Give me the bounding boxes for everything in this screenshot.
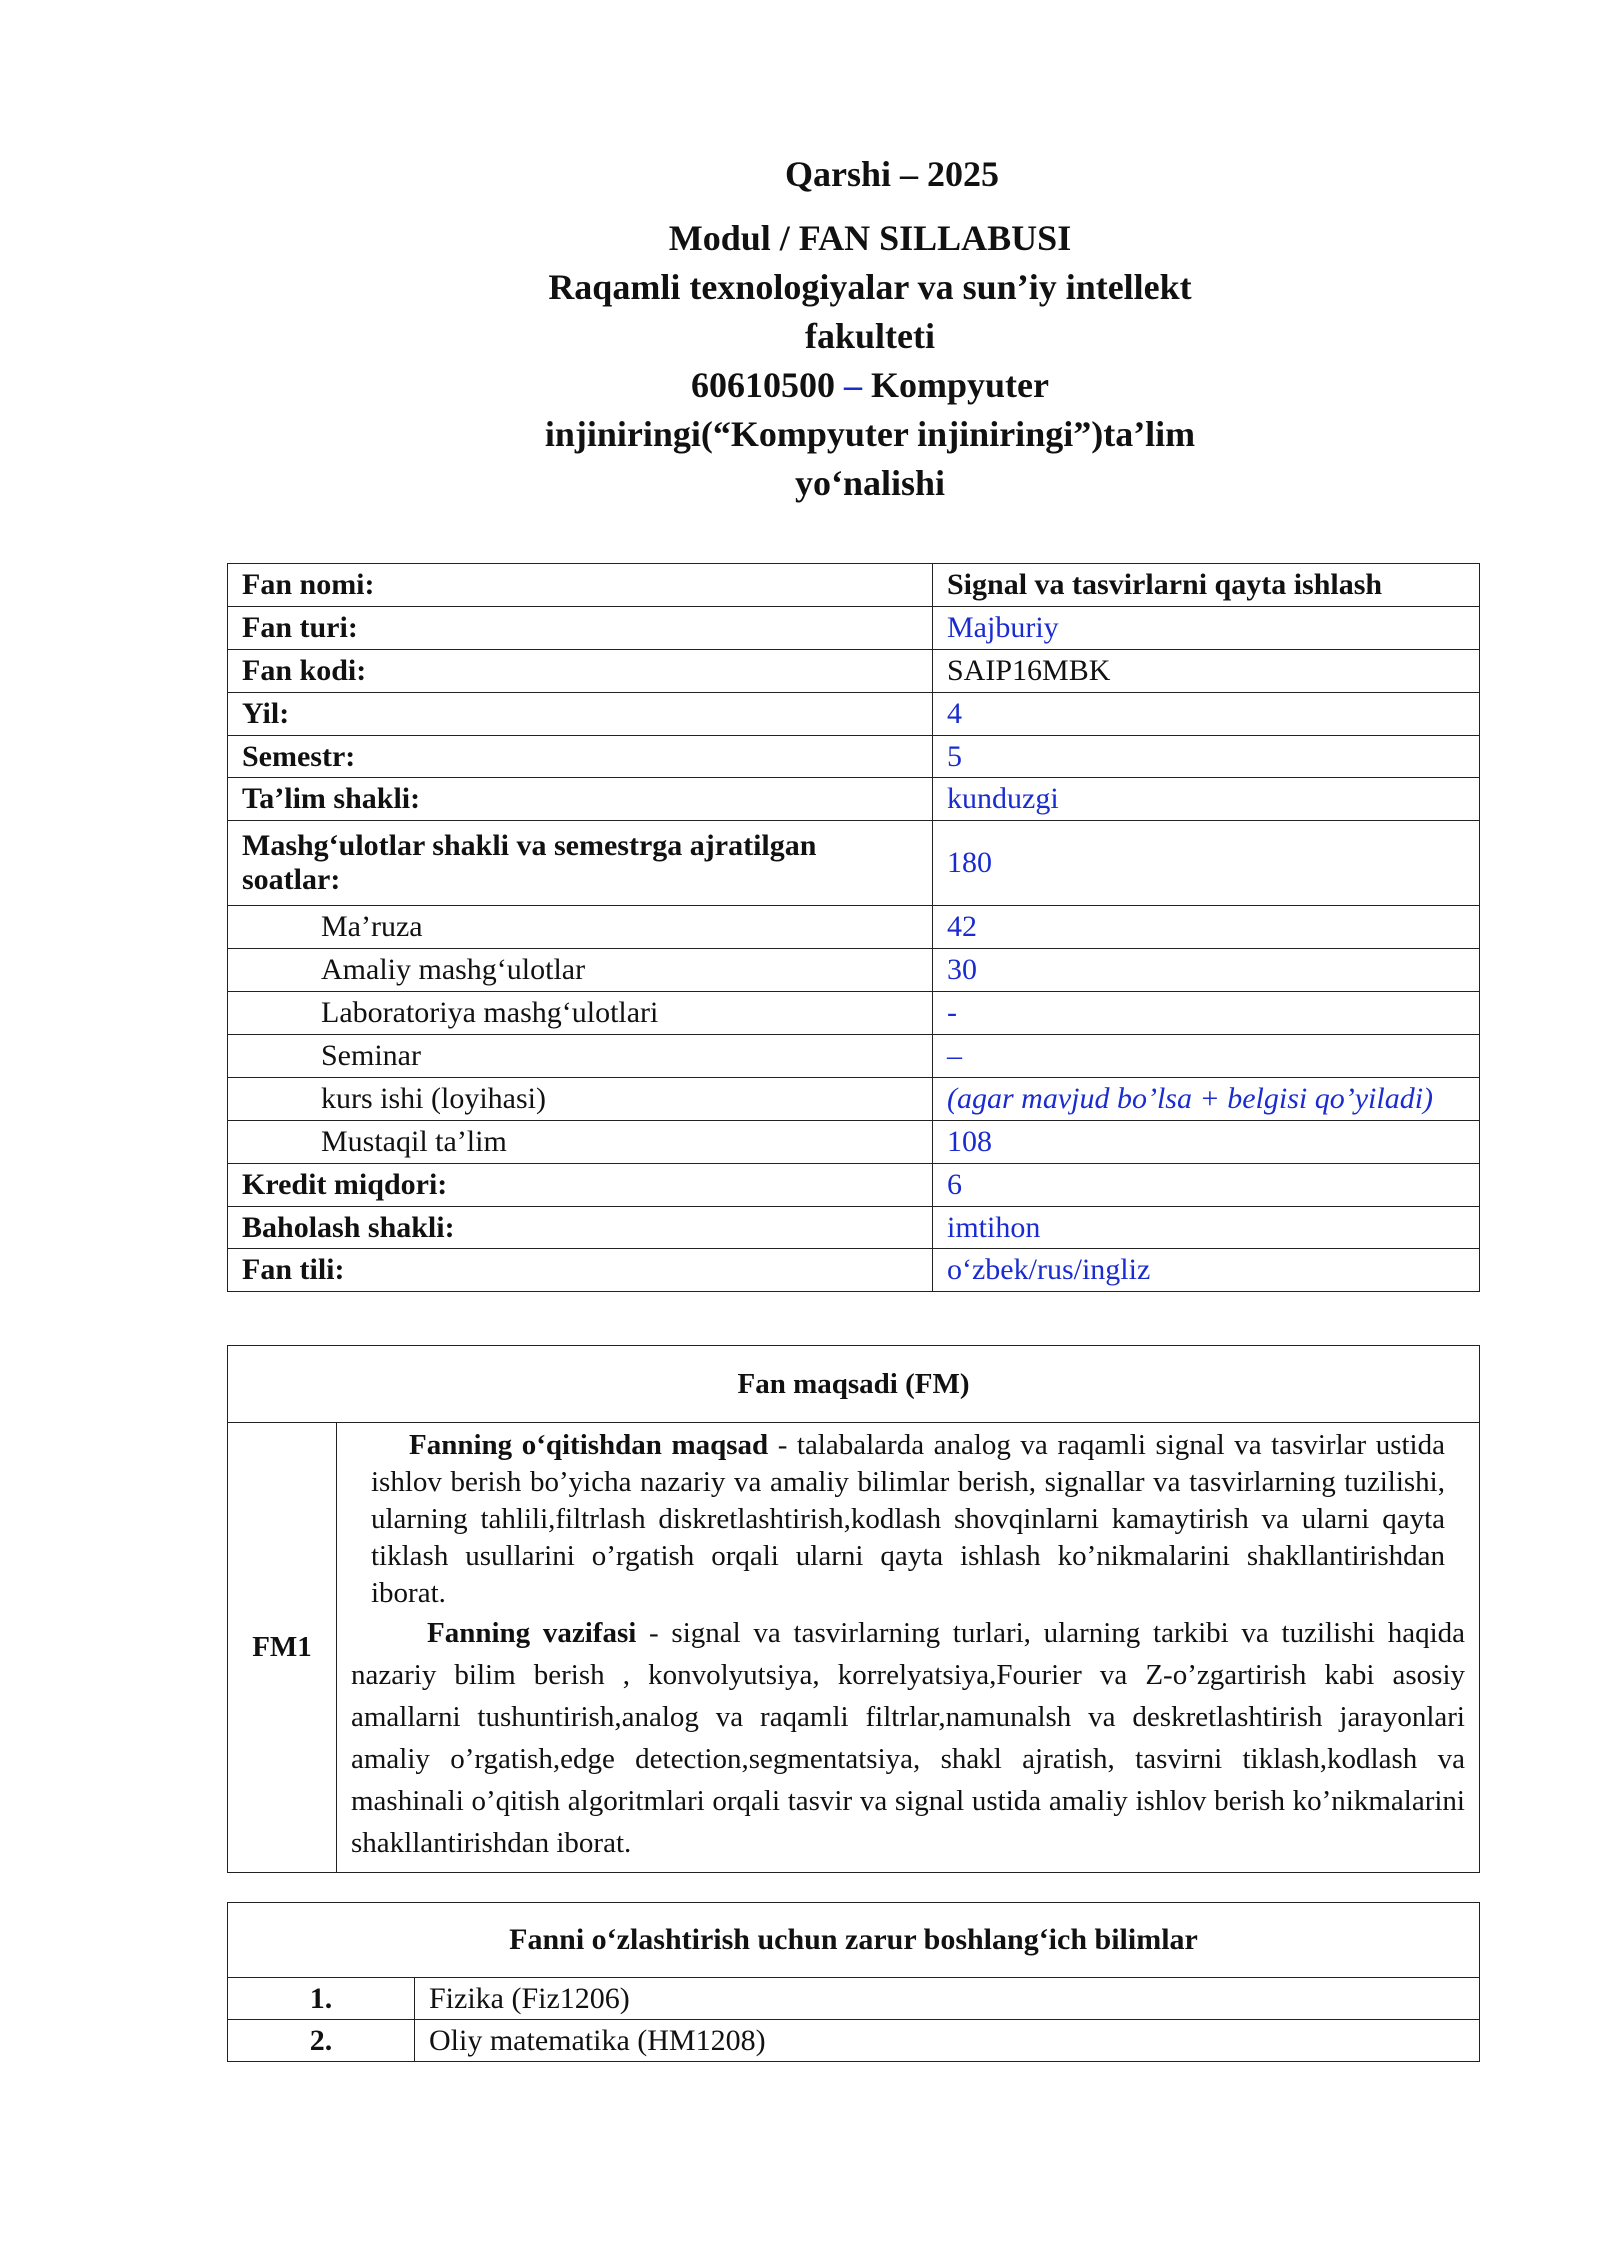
row-value: 6 [933,1163,1480,1206]
goal-text: - talabalarda analog va raqamli signal va tasvirlar ustida ishlov berish bo’yicha nazariy va amaliy bilimlar berish, signallar va tasvirlarning tuzilishi, ularning tahlili,filtrlash diskretlashtirish,kodlash shovqinlarni kamaytirish va ularni qayta tiklash usullarini o’rgatish orqali ularni qayta ishlash ko’nikmalarini shakllantirishdan iborat. [371,1429,1445,1609]
row-value: Signal va tasvirlarni qayta ishlash [933,564,1480,607]
row-value: 30 [933,949,1480,992]
row-value: Majburiy [933,606,1480,649]
faculty-line-2: fakulteti [805,316,935,356]
row-value: 5 [933,735,1480,778]
program-line-3: yo‘nalishi [794,463,946,503]
table-row [228,735,1480,778]
table-row [228,1423,1480,1873]
course-info-table [227,563,1480,1292]
table-row [228,906,1480,949]
table-row [228,692,1480,735]
row-label: Laboratoriya mashg‘ulotlari [228,992,933,1035]
prereq-name: Fizika (Fiz1206) [415,1978,1480,2020]
document-header [270,214,1470,508]
table-row [228,992,1480,1035]
row-value: imtihon [933,1206,1480,1249]
table-row [228,1206,1480,1249]
faculty-line-1: Raqamli texnologiyalar va sun’iy intellekt [548,267,1192,307]
course-goal-table [227,1345,1480,1873]
goal-row-label: FM1 [228,1423,337,1873]
row-value: 42 [933,906,1480,949]
table-row [228,1903,1480,1978]
row-value: 180 [933,821,1480,906]
row-label: Fan tili: [228,1249,933,1292]
program-dash: – [835,365,871,405]
goal-heading: Fanning o‘qitishdan maqsad [409,1429,769,1461]
goal-paragraph [351,1427,1465,1612]
row-value: – [933,1035,1480,1078]
program-line-2: injiniringi(“Kompyuter injiniringi”)ta’lim [544,414,1196,454]
row-label: Fan kodi: [228,649,933,692]
table-row [228,564,1480,607]
row-label: Baholash shakli: [228,1206,933,1249]
task-heading: Fanning vazifasi [427,1617,637,1649]
prereq-number: 2. [228,2020,415,2062]
row-label: Ta’lim shakli: [228,778,933,821]
row-label: Ma’ruza [228,906,933,949]
document-type: Modul / FAN SILLABUSI [668,218,1072,258]
table-row [228,1978,1480,2020]
prereq-table-title: Fanni o‘zlashtirish uchun zarur boshlang‘ich bilimlar [228,1903,1480,1978]
row-label: Mashg‘ulotlar shakli va semestrga ajratilgan soatlar: [228,821,933,906]
table-row [228,1249,1480,1292]
table-row [228,2020,1480,2062]
table-row [228,606,1480,649]
prerequisites-table [227,1902,1480,2062]
goal-table-title: Fan maqsadi (FM) [228,1346,1480,1423]
goal-description [337,1423,1480,1873]
row-value: (agar mavjud bo’lsa + belgisi qo’yiladi) [933,1077,1480,1120]
table-row [228,1163,1480,1206]
row-value: 108 [933,1120,1480,1163]
prereq-number: 1. [228,1978,415,2020]
row-value: 4 [933,692,1480,735]
row-label: Fan nomi: [228,564,933,607]
row-label: Fan turi: [228,606,933,649]
row-value: kunduzgi [933,778,1480,821]
row-label: Amaliy mashg‘ulotlar [228,949,933,992]
table-row [228,949,1480,992]
table-row [228,1120,1480,1163]
row-label: Seminar [228,1035,933,1078]
row-label: kurs ishi (loyihasi) [228,1077,933,1120]
row-label: Semestr: [228,735,933,778]
row-label: Mustaqil ta’lim [228,1120,933,1163]
row-value: SAIP16MBK [933,649,1480,692]
row-value: o‘zbek/rus/ingliz [933,1249,1480,1292]
row-label: Yil: [228,692,933,735]
task-paragraph [351,1612,1465,1864]
row-label: Kredit miqdori: [228,1163,933,1206]
table-row [228,649,1480,692]
city-year: Qarshi – 2025 [784,154,999,194]
task-text: - signal va tasvirlarning turlari, ularning tarkibi va tuzilishi haqida nazariy bilim berish , konvolyutsiya, korrelyatsiya,Fourier va Z-o’zgartirish kabi asosiy amallarni tushuntirish,analog va raqamli filtrlar,namunalsh va deskretlashtirish jarayonlari amaliy o’rgatish,edge detection,segmentatsiya, shakl ajratish, tasvirni tiklash,kodlash va mashinali o’qitish algoritmlari orqali tasvir va signal ustida amaliy ishlov berish ko’nikmalarini shakllantirishdan iborat. [351,1617,1465,1859]
program-name-start: Kompyuter [871,365,1049,405]
table-row [228,1346,1480,1423]
prereq-name: Oliy matematika (HM1208) [415,2020,1480,2062]
table-row [228,1077,1480,1120]
table-row [228,821,1480,906]
table-row [228,1035,1480,1078]
program-code: 60610500 [691,365,835,405]
table-row [228,778,1480,821]
row-value: - [933,992,1480,1035]
program-line-1 [270,361,1470,410]
